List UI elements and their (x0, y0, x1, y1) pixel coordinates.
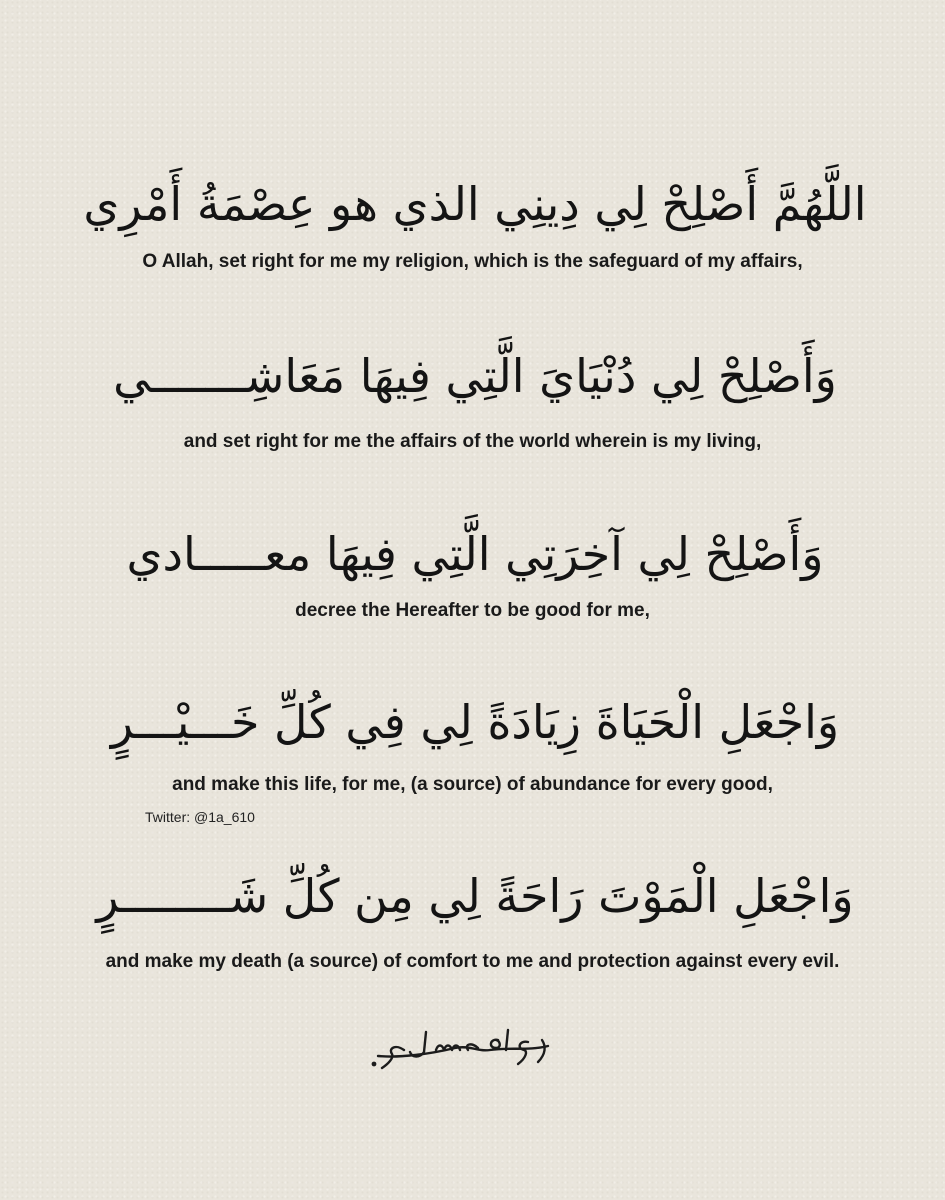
verse-translation: and set right for me the affairs of the world wherein is my living, (183, 431, 762, 452)
twitter-credit: Twitter: @1a_610 (145, 809, 255, 825)
verse-translation: and make my death (a source) of comfort to me and protection against every evil. (105, 951, 840, 972)
verse-arabic: وَأَصْلِحْ لِي آخِرَتِي الَّتِي فِيهَا معـــــادي (126, 527, 824, 581)
verse-arabic: وَاجْعَلِ الْمَوْتَ رَاحَةً لِي مِن كُلِّ شَــــــــرٍ (96, 869, 854, 923)
verse-translation: O Allah, set right for me my religion, which is the safeguard of my affairs, (142, 251, 803, 272)
verse-translation: decree the Hereafter to be good for me, (295, 600, 650, 621)
source-signature-icon (360, 1018, 580, 1078)
verse-arabic: اللَّهُمَّ أَصْلِحْ لِي دِينِي الذي هو عِصْمَةُ أَمْرِي (83, 177, 867, 231)
verse-translation: and make this life, for me, (a source) of abundance for every good, (172, 774, 773, 795)
verse-arabic: وَاجْعَلِ الْحَيَاةَ زِيَادَةً لِي فِي كُلِّ خَـــيْـــرٍ (110, 695, 840, 749)
verse-arabic: وَأَصْلِحْ لِي دُنْيَايَ الَّتِي فِيهَا مَعَاشِـــــــي (113, 349, 837, 403)
